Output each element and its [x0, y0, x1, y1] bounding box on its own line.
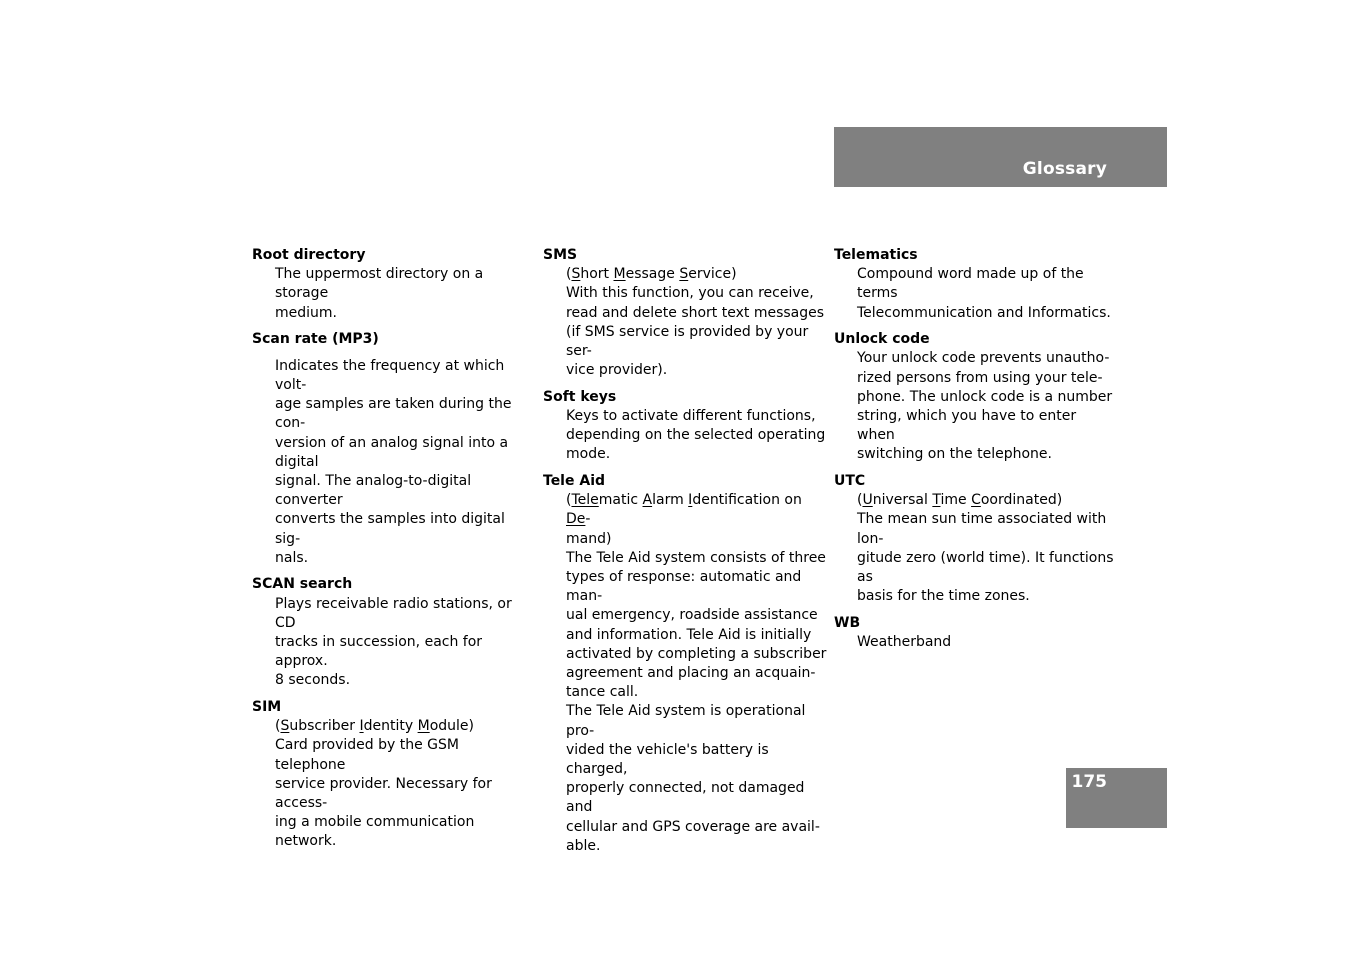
definition-line: Weatherband [857, 634, 952, 651]
definition-line: With this function, you can receive, [566, 285, 814, 302]
definition-line: version of an analog signal into a digital [275, 434, 509, 470]
definition-line: depending on the selected operating [566, 427, 826, 444]
definition-line: vice provider). [566, 362, 668, 379]
term-title: UTC [834, 473, 866, 490]
definition-line: ing a mobile communication network. [275, 814, 475, 850]
definition-line: Telecommunication and Informatics. [857, 304, 1111, 321]
page-number-tab [1066, 768, 1167, 828]
glossary-column-2 [543, 246, 828, 863]
abbreviation-expansion: (Short Message Service) [566, 266, 737, 283]
definition-line: activated by completing a subscriber [566, 645, 827, 662]
glossary-entry-utc [834, 472, 1114, 606]
glossary-entry-telematics [834, 246, 1114, 323]
glossary-entry-unlock-code [834, 330, 1114, 464]
definition-line: signal. The analog-to-digital converter [275, 473, 472, 509]
definition-line: converts the samples into digital sig- [275, 511, 505, 547]
definition-line: agreement and placing an acquain- [566, 665, 816, 682]
definition-line: service provider. Necessary for access- [275, 775, 492, 812]
definition-line: The Tele Aid system consists of three [566, 549, 826, 566]
definition-line: Your unlock code prevents unautho- [857, 350, 1110, 367]
section-title: Glossary [1022, 159, 1107, 179]
term-definition [275, 595, 532, 691]
definition-line: Plays receivable radio stations, or CD [275, 595, 512, 631]
glossary-column-1 [252, 246, 532, 859]
term-title: Root directory [252, 247, 366, 263]
glossary-column-3 [834, 246, 1114, 660]
term-title: SIM [252, 699, 282, 716]
term-title: Soft keys [543, 388, 617, 405]
glossary-entry-soft-keys [543, 388, 828, 465]
definition-line: tance call. [566, 684, 639, 701]
definition-line: string, which you have to enter when [857, 408, 1077, 444]
definition-line: types of response: automatic and man- [566, 569, 802, 605]
abbreviation-expansion: (Subscriber Identity Module) [275, 718, 474, 735]
definition-line: basis for the time zones. [857, 588, 1030, 605]
definition-line: rized persons from using your tele- [857, 369, 1103, 386]
definition-line: age samples are taken during the con- [275, 396, 512, 432]
term-definition [275, 357, 532, 568]
term-definition [857, 265, 1114, 323]
term-definition [857, 349, 1114, 464]
glossary-entry-scan-search [252, 575, 532, 690]
definition-line: ual emergency, roadside assistance [566, 607, 818, 624]
section-header-tab [834, 127, 1167, 187]
abbreviation-expansion: (Telematic Alarm Identification on De- [566, 492, 802, 528]
definition-line: Keys to activate different functions, [566, 408, 816, 425]
glossary-entry-wb [834, 614, 1114, 652]
term-title: Scan rate (MP3) [252, 331, 379, 348]
definition-line: properly connected, not damaged and [566, 780, 805, 816]
glossary-entry-root-directory [252, 246, 532, 323]
definition-line: phone. The unlock code is a number [857, 388, 1113, 405]
definition-line: The Tele Aid system is operational pro- [566, 703, 806, 739]
term-title: Unlock code [834, 331, 930, 348]
definition-line: (if SMS service is provided by your ser- [566, 323, 809, 360]
page-number: 175 [1071, 772, 1107, 792]
definition-line: switching on the telephone. [857, 446, 1052, 463]
term-definition [566, 491, 828, 856]
definition-line: mode. [566, 446, 611, 463]
definition-line: read and delete short text messages [566, 304, 825, 321]
definition-line: vided the vehicle's battery is charged, [566, 741, 769, 778]
definition-line: cellular and GPS coverage are avail- [566, 818, 820, 835]
term-title: Telematics [834, 247, 918, 263]
term-definition [275, 717, 532, 851]
definition-line: medium. [275, 304, 337, 321]
definition-line: Compound word made up of the terms [857, 266, 1084, 302]
term-title: Tele Aid [543, 473, 606, 490]
definition-line: and information. Tele Aid is initially [566, 626, 812, 643]
definition-line: The uppermost directory on a storage [275, 266, 484, 302]
term-title: SCAN search [252, 576, 353, 593]
abbreviation-expansion-continued: mand) [566, 530, 612, 547]
definition-line: 8 seconds. [275, 672, 351, 689]
glossary-entry-sim [252, 698, 532, 852]
definition-line: nals. [275, 549, 309, 566]
term-definition [566, 407, 828, 465]
abbreviation-expansion: (Universal Time Coordinated) [857, 492, 1063, 509]
term-definition [566, 265, 828, 380]
term-definition [275, 265, 532, 323]
definition-line: Indicates the frequency at which volt- [275, 357, 505, 393]
definition-line: Card provided by the GSM telephone [275, 737, 459, 773]
definition-line: tracks in succession, each for approx. [275, 634, 483, 670]
definition-line: able. [566, 837, 601, 854]
glossary-entry-tele-aid [543, 472, 828, 856]
term-title: WB [834, 614, 861, 631]
term-definition [857, 491, 1114, 606]
glossary-entry-scan-rate [252, 330, 532, 568]
glossary-entry-sms [543, 246, 828, 380]
definition-line: gitude zero (world time). It functions as [857, 549, 1114, 586]
term-definition [857, 633, 1114, 652]
definition-line: The mean sun time associated with lon- [857, 511, 1107, 547]
term-title: SMS [543, 247, 578, 263]
